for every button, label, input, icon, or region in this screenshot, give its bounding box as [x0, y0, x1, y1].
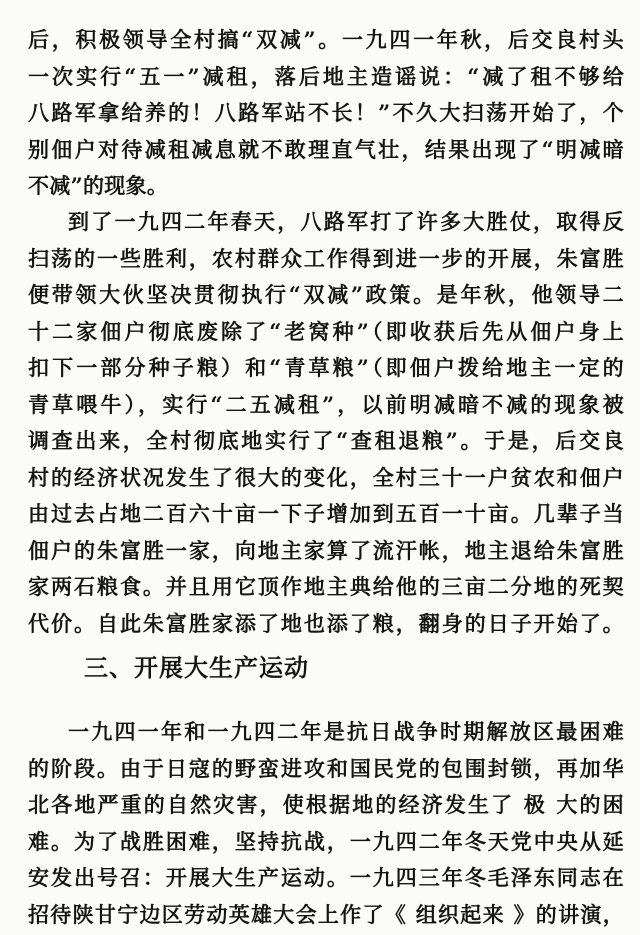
- text-line: 招待陕甘宁边区劳动英雄大会上作了《 组织起来 》的讲演，: [28, 901, 624, 927]
- text-line: 佃户的朱富胜一家，向地主家算了流汗帐，地主退给朱富胜: [28, 537, 624, 563]
- section-heading: 三、开展大生产运动: [84, 654, 309, 682]
- text-line: 不减”的现象。: [28, 173, 169, 198]
- text-line: 家两石粮食。并且用它顶作地主典给他的三亩二分地的死契: [28, 574, 624, 599]
- paragraph-2: [28, 204, 624, 642]
- text-line: 扣下一部分种子粮）和“青草粮”（即佃户拨给地主一定的: [28, 355, 624, 380]
- text-line: 十二家佃户彻底废除了“老窝种”（即收获后先从佃户身上: [28, 318, 624, 344]
- text-line: 安发出号召：开展大生产运动。一九四三年冬毛泽东同志在: [28, 865, 624, 890]
- text-line: 八路军拿给养的！八路军站不长！”不久大扫荡开始了，个: [28, 100, 624, 125]
- text-line: 便带领大伙坚决贯彻执行“双减”政策。是年秋，他领导二: [28, 282, 624, 307]
- text-line: 的阶段。由于日寇的野蛮进攻和国民党的包围封锁，再加华: [28, 755, 624, 781]
- text-line: 别佃户对待减租减息就不敢理直气壮，结果出现了“明减暗: [28, 136, 624, 162]
- text-line: 调查出来，全村彻底地实行了“查租退粮”。于是，后交良: [28, 428, 624, 453]
- text-line: 一次实行“五一”减租，落后地主造谣说：“减了租不够给: [28, 63, 624, 89]
- text-line: 青草喂牛），实行“二五减租”，以前明减暗不减的现象被: [28, 391, 624, 417]
- text-line: 北各地严重的自然灾害，使根据地的经济发生了 极 大的困: [28, 792, 624, 817]
- text-line: 后，积极领导全村搞“双减”。一九四一年秋，后交良村头: [28, 27, 624, 52]
- text-line: 由过去占地二百六十亩一下子增加到五百一十亩。几辈子当: [28, 501, 624, 526]
- text-line: 村的经济状况发生了很大的变化，全村三十一户贫农和佃户: [28, 464, 624, 490]
- text-line: 到了一九四二年春天，八路军打了许多大胜仗，取得反: [68, 209, 624, 234]
- text-line: 一九四一年和一九四二年是抗日战争时期解放区最困难: [68, 719, 624, 744]
- paragraph-1: [28, 22, 624, 205]
- text-line: 扫荡的一些胜利，农村群众工作得到进一步的开展，朱富胜: [28, 245, 624, 271]
- text-line: 难。为了战胜困难，坚持抗战，一九四二年冬天党中央从延: [28, 828, 624, 854]
- text-line: 代价。自此朱富胜家添了地也添了粮，翻身的日子开始了。: [28, 610, 624, 636]
- paragraph-3: [28, 714, 624, 933]
